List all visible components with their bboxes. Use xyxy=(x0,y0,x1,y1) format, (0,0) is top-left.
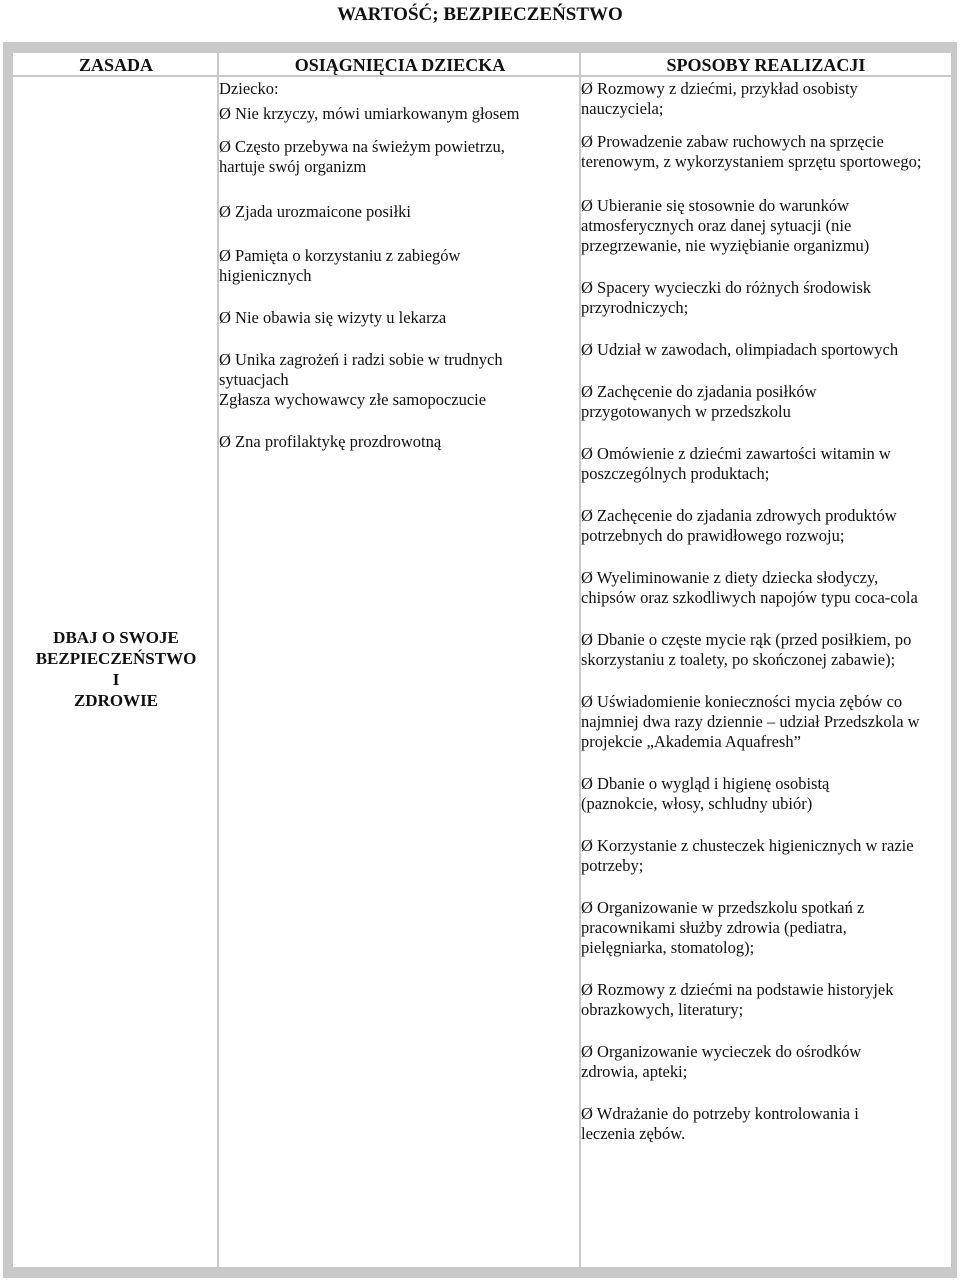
sposoby-item: Ø Uświadomienie konieczności mycia zębów co najmniej dwa razy dziennie – udział Przedszkola w projekcie „Akademia Aquafresh” xyxy=(581,692,920,751)
osiagniecia-item: Ø Pamięta o korzystaniu z zabiegów higienicznych xyxy=(219,246,461,285)
table-body xyxy=(13,53,951,1269)
sposoby-item: Ø Wyeliminowanie z diety dziecka słodyczy, chipsów oraz szkodliwych napojów typu coca-cola xyxy=(581,568,918,607)
osiagniecia-item: Zgłasza wychowawcy złe samopoczucie xyxy=(219,390,487,409)
osiagniecia-item: Ø Nie krzyczy, mówi umiarkowanym głosem xyxy=(219,104,520,123)
osiagniecia-item: Ø Zjada urozmaicone posiłki xyxy=(219,202,411,221)
sposoby-item: Ø Organizowanie wycieczek do ośrodków zdrowia, apteki; xyxy=(581,1042,862,1081)
osiagniecia-item: Ø Zna profilaktykę prozdrowotną xyxy=(219,432,442,451)
osiagniecia-lead: Dziecko: xyxy=(219,79,279,98)
sposoby-item: Ø Prowadzenie zabaw ruchowych na sprzęcie terenowym, z wykorzystaniem sprzętu sportowego; xyxy=(581,132,922,171)
sposoby-item: Ø Omówienie z dziećmi zawartości witamin w poszczególnych produktach; xyxy=(581,444,891,483)
sposoby-item: Ø Rozmowy z dziećmi na podstawie historyjek obrazkowych, literatury; xyxy=(581,980,894,1019)
osiagniecia-cell xyxy=(219,79,571,454)
sposoby-item: Ø Udział w zawodach, olimpiadach sportowych xyxy=(581,340,899,359)
osiagniecia-item: Ø Unika zagrożeń i radzi sobie w trudnych sytuacjach xyxy=(219,350,503,389)
osiagniecia-item: Ø Nie obawia się wizyty u lekarza xyxy=(219,308,447,327)
sposoby-item: Ø Dbanie o częste mycie rąk (przed posiłkiem, po skorzystaniu z toalety, po skończonej zabawie); xyxy=(581,630,912,669)
sposoby-item: Ø Ubieranie się stosownie do warunków atmosferycznych oraz danej sytuacji (nie przegrzewanie, nie wyziębianie organizmu) xyxy=(581,196,870,255)
sposoby-cell xyxy=(581,79,951,1144)
osiagniecia-item: Ø Często przebywa na świeżym powietrzu, hartuje swój organizm xyxy=(219,137,505,176)
sposoby-item: Ø Organizowanie w przedszkolu spotkań z pracownikami służby zdrowia (pediatra, pielęgniarka, stomatolog); xyxy=(581,898,865,957)
sposoby-item: Ø Spacery wycieczki do różnych środowisk przyrodniczych; xyxy=(581,278,872,317)
sposoby-item: Ø Zachęcenie do zjadania posiłków przygotowanych w przedszkolu xyxy=(581,382,817,421)
sposoby-item: Ø Zachęcenie do zjadania zdrowych produktów potrzebnych do prawidłowego rozwoju; xyxy=(581,506,897,545)
document-title: WARTOŚĆ; BEZPIECZEŃSTWO xyxy=(337,4,623,25)
sposoby-item: Ø Rozmowy z dziećmi, przykład osobisty nauczyciela; xyxy=(581,79,858,118)
zasada-line: BEZPIECZEŃSTWO xyxy=(35,649,197,668)
sposoby-item: Ø Korzystanie z chusteczek higienicznych w razie potrzeby; xyxy=(581,836,914,875)
header-sposoby: SPOSOBY REALIZACJI xyxy=(666,55,866,75)
zasada-line: DBAJ O SWOJE xyxy=(53,628,179,647)
table-header-row xyxy=(13,53,951,77)
zasada-line: ZDROWIE xyxy=(73,691,159,710)
zasada-line: I xyxy=(112,670,120,689)
values-table xyxy=(3,42,957,1278)
zasada-cell xyxy=(13,627,219,711)
header-zasada: ZASADA xyxy=(78,55,153,75)
sposoby-item: Ø Wdrażanie do potrzeby kontrolowania i leczenia zębów. xyxy=(581,1104,859,1143)
sposoby-item: Ø Dbanie o wygląd i higienę osobistą (paznokcie, włosy, schludny ubiór) xyxy=(581,774,830,813)
header-osiagniecia: OSIĄGNIĘCIA DZIECKA xyxy=(294,55,506,75)
